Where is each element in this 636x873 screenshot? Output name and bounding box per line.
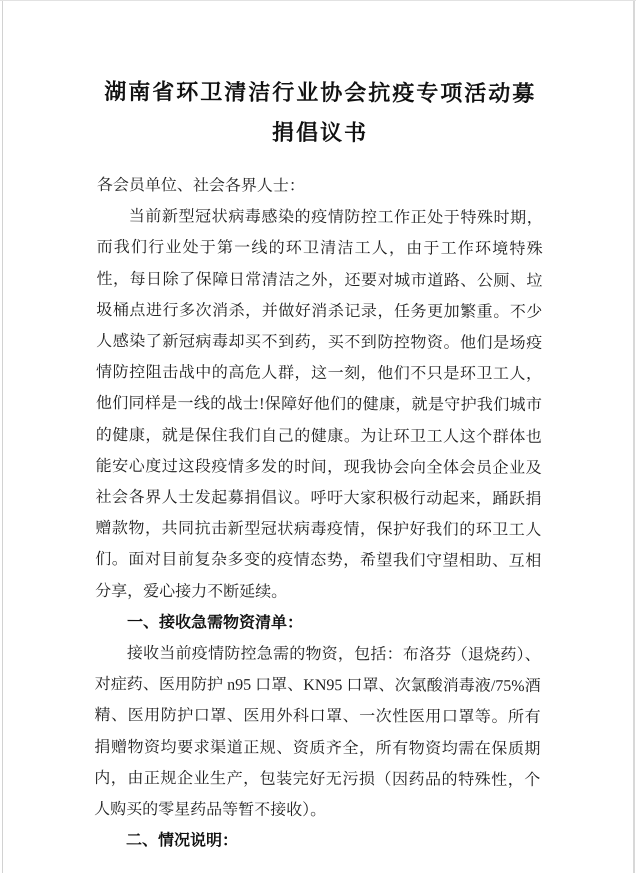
supplies-detail-paragraph: 接收当前疫情防控急需的物资，包括：布洛芬（退烧药）、对症药、医用防护 n95 口罩、KN95 口罩、次氯酸消毒液/75%酒精、医用防护口罩、医用外科口罩、一次性医用口罩等。所有捐赠物资均要求渠道正规、资质齐全，所有物资均需在保质期内，由正规企业生产，包装完好无污损（因药品的特殊性，个人购买的零星药品等暂不接收）。 xyxy=(94,645,541,820)
page-left-edge xyxy=(2,1,3,873)
document-body xyxy=(94,170,543,858)
document-content xyxy=(94,72,543,858)
section-heading-situation-note: 二、情况说明： xyxy=(125,832,239,850)
title-line-1: 湖南省环卫清洁行业协会抗疫专项活动募 xyxy=(104,79,537,106)
intro-appeal-paragraph: 当前新型冠状病毒感染的疫情防控工作正处于特殊时期，而我们行业处于第一线的环卫清洁工人，由于工作环境特殊性，每日除了保障日常清洁之外，还要对城市道路、公厕、垃圾桶点进行多次消杀，并做好消杀记录，任务更加繁重。不少人感染了新冠病毒却买不到药，买不到防控物资。他们是场疫情防控阻击战中的高危人群，这一刻，他们不只是环卫工人，他们同样是一线的战士!保障好他们的健康，就是守护我们城市的健康，就是保住我们自己的健康。为让环卫工人这个群体也能安心度过这段疫情多发的时间，现我协会向全体会员企业及社会各界人士发起募捐倡议。呼吁大家积极行动起来，踊跃捐赠款物，共同抗击新型冠状病毒疫情，保护好我们的环卫工人们。面对目前复杂多变的疫情态势，希望我们守望相助、互相分享，爱心接力不断延续。 xyxy=(95,208,543,601)
section-heading-supplies-list: 一、接收急需物资清单： xyxy=(126,614,304,632)
document-title xyxy=(97,72,543,154)
page-right-edge xyxy=(633,1,635,873)
salutation-line: 各会员单位、社会各界人士： xyxy=(96,177,305,195)
title-line-2: 捐倡议书 xyxy=(272,119,369,146)
